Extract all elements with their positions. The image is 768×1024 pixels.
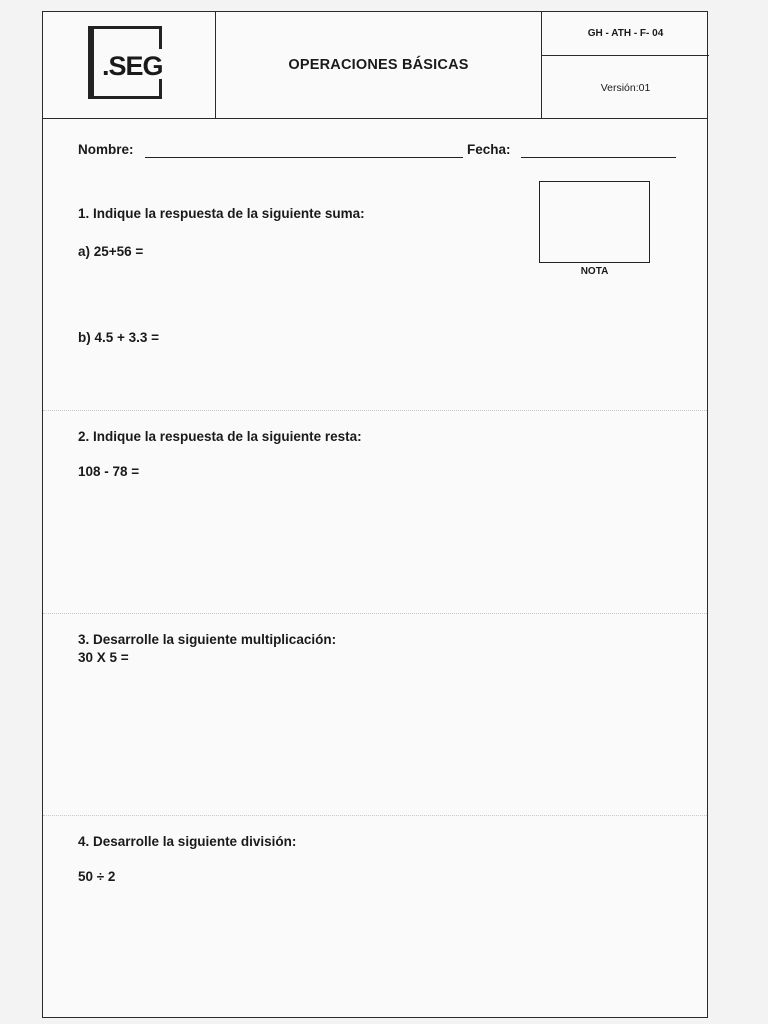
question-1a: a) 25+56 = xyxy=(78,244,144,259)
section-divider xyxy=(43,410,707,411)
name-date-row xyxy=(78,142,678,162)
date-field[interactable] xyxy=(521,157,676,158)
section-divider xyxy=(43,613,707,614)
logo-text: .SEG xyxy=(102,51,163,81)
question-3-title: 3. Desarrolle la siguiente multiplicación: xyxy=(78,632,337,647)
document-code: GH - ATH - F- 04 xyxy=(542,12,709,56)
date-label: Fecha: xyxy=(467,142,511,157)
question-1-title: 1. Indique la respuesta de la siguiente suma: xyxy=(78,206,365,221)
grade-label: NOTA xyxy=(580,266,609,277)
name-field[interactable] xyxy=(145,157,463,158)
grade-box[interactable] xyxy=(539,181,650,263)
document-title: OPERACIONES BÁSICAS xyxy=(216,12,542,118)
name-label: Nombre: xyxy=(78,142,134,157)
seg-logo xyxy=(88,26,162,99)
document-header xyxy=(43,12,707,119)
section-divider xyxy=(43,815,707,816)
question-4-item: 50 ÷ 2 xyxy=(78,869,116,884)
worksheet xyxy=(42,11,708,1018)
logo-cell xyxy=(43,12,216,118)
question-2-title: 2. Indique la respuesta de la siguiente resta: xyxy=(78,429,362,444)
document-version: Versión:01 xyxy=(600,81,651,94)
question-2-item: 108 - 78 = xyxy=(78,464,140,479)
question-3-item: 30 X 5 = xyxy=(78,650,129,665)
question-1b: b) 4.5 + 3.3 = xyxy=(78,330,160,345)
question-4-title: 4. Desarrolle la siguiente división: xyxy=(78,834,297,849)
